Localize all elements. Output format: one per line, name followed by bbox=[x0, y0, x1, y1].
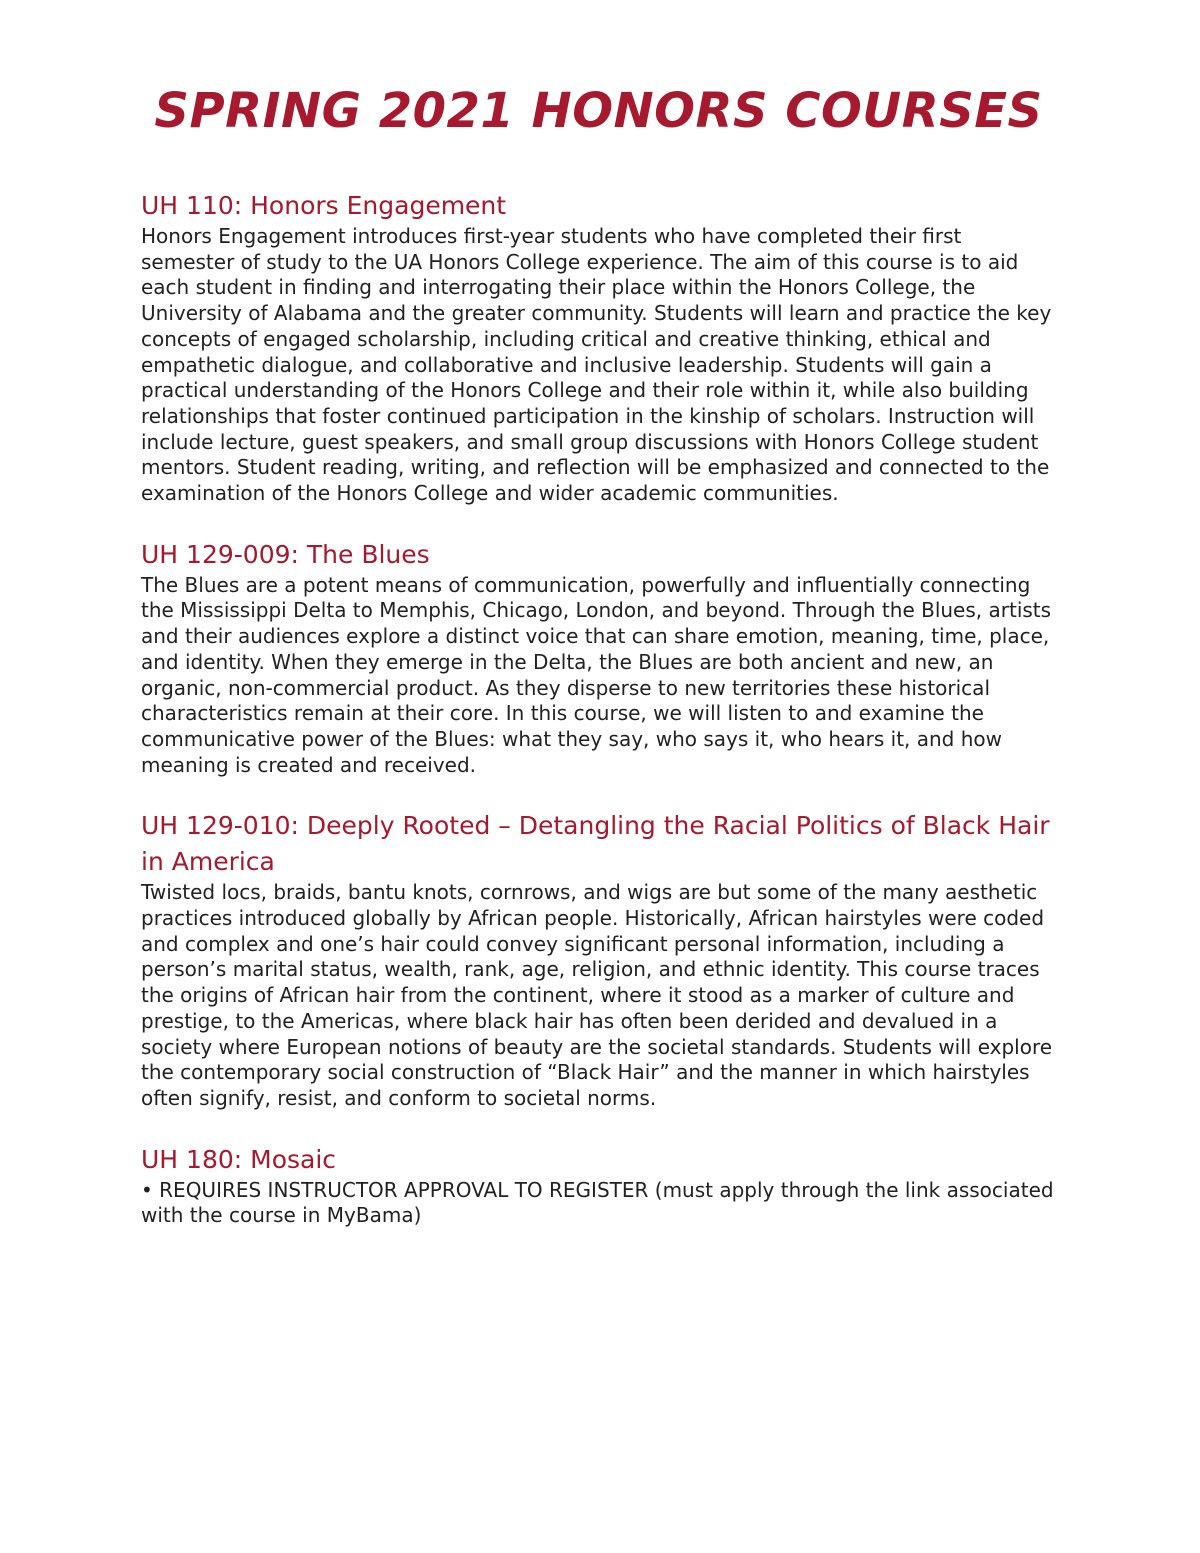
registration-note: • REQUIRES INSTRUCTOR APPROVAL TO REGISTER (must apply through the link associated with the course in MyBama) bbox=[141, 1177, 1054, 1228]
course-heading: UH 129-010: Deeply Rooted – Detangling the Racial Politics of Black Hair in America bbox=[141, 811, 1050, 877]
course-description: The Blues are a potent means of communication, powerfully and influentially connecting the Mississippi Delta to Memphis, Chicago, London, and beyond. Through the Blues, artists and their audiences explore a distinct voice that can share emotion, meaning, time, place, and identity. When they emerge in the Delta, the Blues are both ancient and new, an organic, non-commercial product. As they disperse to new territories these historical characteristics remain at their core. In this course, we will listen to and examine the communicative power of the Blues: what they say, who says it, who hears it, and how meaning is created and received. bbox=[141, 572, 1052, 777]
course-heading: UH 129-009: The Blues bbox=[141, 539, 430, 569]
course-description: Twisted locs, braids, bantu knots, cornrows, and wigs are but some of the many aesthetic practices introduced globally by African people. Historically, African hairstyles were coded and complex and one’s hair could convey significant personal information, including a person’s marital status, wealth, rank, age, religion, and ethnic identity. This course traces the origins of African hair from the continent, where it stood as a marker of culture and prestige, to the Americas, where black hair has often been derided and devalued in a society where European notions of beauty are the societal standards. Students will explore the contemporary social construction of “Black Hair” and the manner in which hairstyles often signify, resist, and conform to societal norms. bbox=[141, 880, 1053, 1110]
course-uh-180 bbox=[141, 1142, 1056, 1229]
document-page bbox=[141, 80, 1056, 1259]
course-heading: UH 110: Honors Engagement bbox=[141, 191, 507, 220]
course-description: Honors Engagement introduces first-year students who have completed their first semester of study to the UA Honors College experience. The aim of this course is to aid each student in finding and interrogating their place within the Honors College, the University of Alabama and the greater community. Students will learn and practice the key concepts of engaged scholarship, including critical and creative thinking, ethical and empathetic dialogue, and collaborative and inclusive leadership. Students will gain a practical understanding of the Honors College and their role within it, while also building relationships that foster continued participation in the kinship of scholars. Instruction will include lecture, guest speakers, and small group discussions with Honors College student mentors. Student reading, writing, and reflection will be emphasized and connected to the examination of the Honors College and wider academic communities. bbox=[141, 224, 1052, 506]
course-uh-129-010 bbox=[141, 808, 1056, 1111]
course-uh-129-009 bbox=[141, 537, 1056, 779]
course-heading: UH 180: Mosaic bbox=[141, 1144, 337, 1174]
document-title: SPRING 2021 HONORS COURSES bbox=[154, 83, 1043, 139]
course-uh-110 bbox=[141, 188, 1056, 507]
